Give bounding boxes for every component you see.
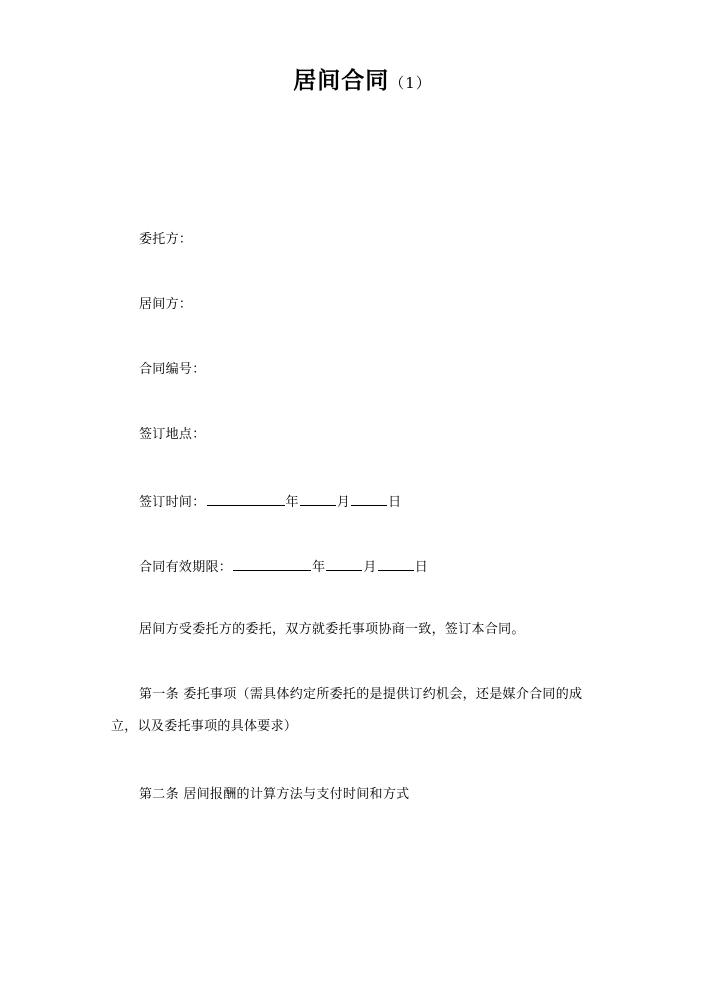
- intro-paragraph: 居间方受委托方的委托，双方就委托事项协商一致，签订本合同。: [139, 622, 525, 637]
- title-main: 居间合同: [293, 68, 390, 94]
- sign-day-unit: 日: [388, 495, 402, 510]
- sign-month-blank: [300, 491, 336, 506]
- article-1-line-1: 第一条 委托事项（需具体约定所委托的是提供订约机会，还是媒介合同的成: [139, 687, 583, 702]
- validity-day-unit: 日: [414, 560, 429, 575]
- sign-place-label: 签订地点：: [139, 427, 206, 442]
- broker-field: [139, 296, 192, 314]
- validity-year-blank: [233, 556, 311, 571]
- validity-month-blank: [326, 556, 362, 571]
- validity-year-unit: 年: [312, 560, 326, 575]
- sign-year-unit: 年: [285, 495, 299, 510]
- validity-field: [139, 556, 428, 577]
- title-number: （1）: [389, 74, 432, 92]
- contract-number-label: 合同编号：: [139, 362, 206, 377]
- sign-place-field: [139, 426, 206, 444]
- validity-month-unit: 月: [363, 560, 377, 575]
- contract-number-field: [139, 361, 206, 379]
- sign-time-field: [139, 491, 401, 512]
- validity-label: 合同有效期限：: [139, 560, 233, 575]
- sign-year-blank: [207, 491, 285, 506]
- broker-label: 居间方：: [139, 297, 193, 312]
- article-2: 第二条 居间报酬的计算方法与支付时间和方式: [139, 787, 410, 802]
- document-title: [0, 62, 725, 95]
- sign-day-blank: [351, 491, 387, 506]
- client-field: [139, 231, 192, 249]
- sign-time-label: 签订时间：: [139, 495, 206, 510]
- client-label: 委托方：: [139, 232, 193, 247]
- validity-day-blank: [378, 556, 414, 571]
- sign-month-unit: 月: [336, 495, 351, 510]
- article-1-line-2: 立，以及委托事项的具体要求）: [111, 719, 298, 734]
